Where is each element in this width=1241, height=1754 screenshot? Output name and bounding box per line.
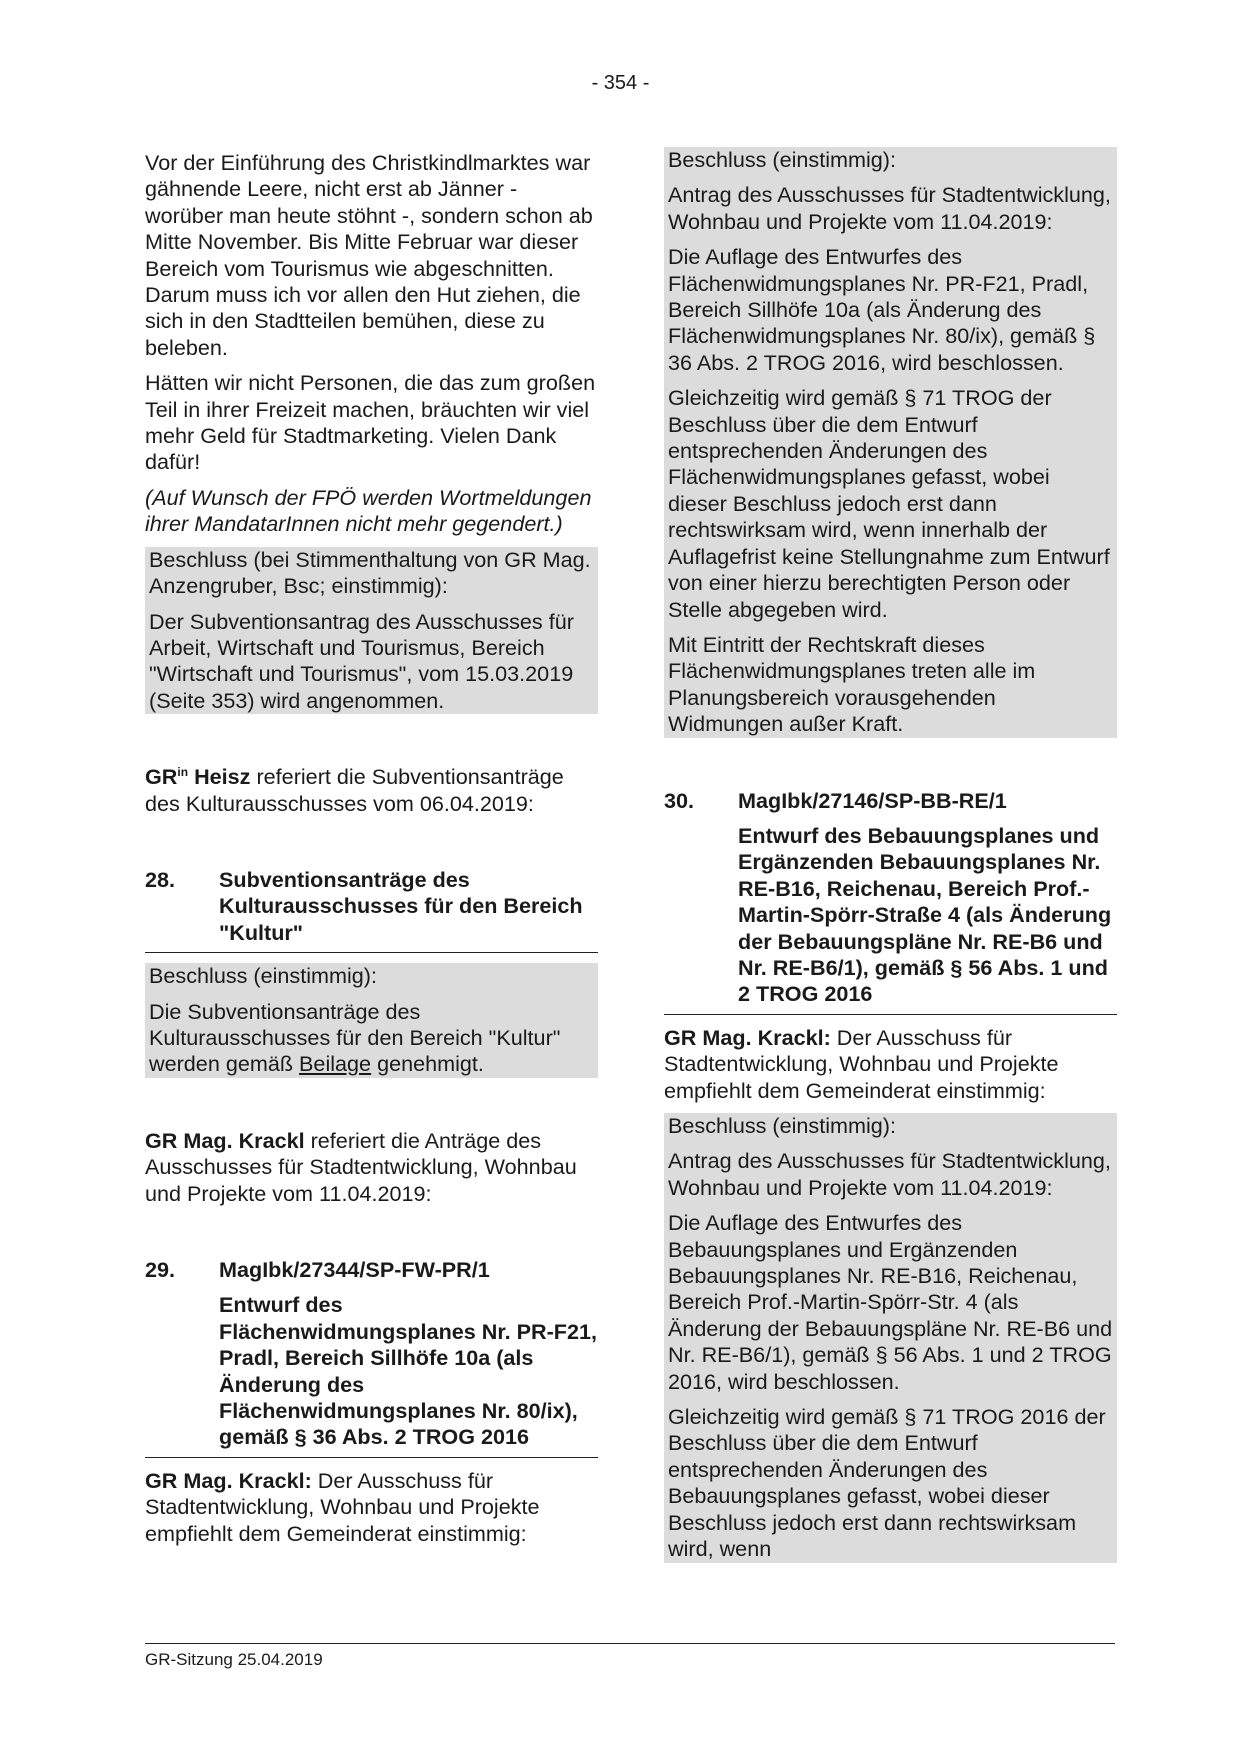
speaker-text: Der Ausschuss für Stadtentwicklung, Wohnbau und Projekte empfiehlt dem Gemeinderat einstimmig: — [145, 1467, 540, 1546]
beschluss-box — [145, 963, 598, 1078]
footer-divider — [145, 1643, 1115, 1644]
speaker-text: Der Ausschuss für Stadtentwicklung, Wohnbau und Projekte empfiehlt dem Gemeinderat einstimmig: — [664, 1024, 1059, 1103]
speaker-name: GR — [145, 764, 178, 790]
beschluss-text — [149, 999, 594, 1078]
beschluss-text: Die Auflage des Entwurfes des Bebauungsplanes und Ergänzenden Bebauungsplanes Nr. RE-B16, Reichenau, Bereich Prof.-Martin-Spörr-Str. 4 (als Änderung der Bebauungspläne Nr. RE-B6 und Nr. RE-B6/1), gemäß § 56 Abs. 1 und 2 TROG 2016, wird beschlossen. — [668, 1210, 1113, 1394]
item-number: 30. — [664, 787, 695, 813]
item-number: 28. — [145, 866, 176, 892]
speaker-paragraph — [145, 1128, 598, 1207]
left-column — [145, 150, 598, 1556]
beschluss-title: Beschluss (bei Stimmenthaltung von GR Mag. Anzengruber, Bsc; einstimmig): — [149, 546, 591, 599]
italic-note: (Auf Wunsch der FPÖ werden Wortmeldungen ihrer MandatarInnen nicht mehr gegendert.) — [145, 484, 592, 537]
beschluss-box — [145, 547, 598, 714]
beschluss-title: Beschluss (einstimmig): — [149, 963, 377, 989]
item-code: MagIbk/27344/SP-FW-PR/1 — [219, 1257, 490, 1282]
divider — [664, 1014, 1117, 1015]
item-title: Entwurf des Bebauungsplanes und Ergänzenden Bebauungsplanes Nr. RE-B16, Reichenau, Bereich Prof.-Martin-Spörr-Straße 4 (als Änderung der Bebauungspläne Nr. RE-B6 und Nr. RE-B6/1), gemäß § 56 Abs. 1 und 2 TROG 2016 — [738, 822, 1112, 1007]
speaker-name: GR Mag. Krackl — [145, 1127, 305, 1153]
speaker-name: GR Mag. Krackl: — [145, 1467, 312, 1493]
beschluss-title: Beschluss (einstimmig): — [668, 1113, 896, 1138]
beschluss-title: Beschluss (einstimmig): — [668, 147, 896, 172]
right-column — [664, 147, 1117, 1563]
item-number: 29. — [145, 1257, 176, 1282]
beschluss-text-b: genehmigt. — [377, 1051, 484, 1077]
beschluss-text: Der Subventionsantrag des Ausschusses für Arbeit, Wirtschaft und Tourismus, Bereich "Wirtschaft und Tourismus", vom 15.03.2019 (Seite 353) wird angenommen. — [149, 608, 574, 713]
item-title: Entwurf des Flächenwidmungsplanes Nr. PR-F21, Pradl, Bereich Sillhöfe 10a (als Änderung des Flächenwidmungsplanes Nr. 80/ix), gemäß § 36 Abs. 2 TROG 2016 — [219, 1292, 597, 1450]
agenda-item-28 — [145, 867, 598, 946]
speaker-paragraph — [145, 1468, 598, 1547]
beschluss-box — [664, 1113, 1117, 1563]
beschluss-text: Antrag des Ausschusses für Stadtentwicklung, Wohnbau und Projekte vom 11.04.2019: — [668, 182, 1111, 234]
paragraph: Hätten wir nicht Personen, die das zum großen Teil in ihrer Freizeit machen, bräuchten wir viel mehr Geld für Stadtmarketing. Vielen Dank dafür! — [145, 370, 596, 475]
beschluss-text-a: Die Subventionsanträge des Kulturausschusses für den Bereich "Kultur" werden gemäß — [149, 998, 561, 1077]
beschluss-text: Gleichzeitig wird gemäß § 71 TROG 2016 der Beschluss über die dem Entwurf entsprechenden Änderungen des Bebauungsplanes gefasst, wobei dieser Beschluss jedoch erst dann rechtswirksam wird, wenn — [668, 1404, 1106, 1562]
agenda-item-29 — [145, 1257, 598, 1451]
speaker-paragraph — [145, 764, 598, 817]
agenda-item-30 — [664, 788, 1117, 1008]
paragraph: Vor der Einführung des Christkindlmarktes war gähnende Leere, nicht erst ab Jänner - worüber man heute stöhnt -, sondern schon ab Mitte November. Bis Mitte Februar war dieser Bereich vom Tourismus wie abgeschnitten. Darum muss ich vor allen den Hut ziehen, die sich in den Stadtteilen bemühen, diese zu beleben. — [145, 150, 593, 360]
footer: GR-Sitzung 25.04.2019 — [145, 1650, 323, 1669]
beschluss-text: Die Auflage des Entwurfes des Flächenwidmungsplanes Nr. PR-F21, Pradl, Bereich Sillhöfe 10a (als Änderung des Flächenwidmungsplanes Nr. 80/ix), gemäß § 36 Abs. 2 TROG 2016, wird beschlossen. — [668, 244, 1096, 375]
speaker-paragraph — [664, 1025, 1117, 1104]
speaker-text: referiert die Anträge des Ausschusses für Stadtentwicklung, Wohnbau und Projekte vom 11.04.2019: — [145, 1127, 577, 1206]
beschluss-box — [664, 147, 1117, 738]
speaker-name: GR Mag. Krackl: — [664, 1024, 831, 1050]
item-title: Subventionsanträge des Kulturausschusses für den Bereich "Kultur" — [219, 866, 583, 945]
beilage-link[interactable]: Beilage — [299, 1051, 372, 1077]
speaker-sup: in — [177, 764, 189, 779]
speaker-name-2: Heisz — [194, 764, 251, 790]
beschluss-text: Antrag des Ausschusses für Stadtentwicklung, Wohnbau und Projekte vom 11.04.2019: — [668, 1148, 1111, 1200]
speaker-text: referiert die Subventionsanträge des Kulturausschusses vom 06.04.2019: — [145, 764, 564, 816]
item-code: MagIbk/27146/SP-BB-RE/1 — [738, 787, 1007, 813]
beschluss-text: Gleichzeitig wird gemäß § 71 TROG der Beschluss über die dem Entwurf entsprechenden Änderungen des Flächenwidmungsplanes gefasst, wobei dieser Beschluss jedoch erst dann rechtswirksam wird, wenn innerhalb der Auflagefrist keine Stellungnahme zum Entwurf von einer hierzu berechtigten Person oder Stelle abgegeben wird. — [668, 385, 1110, 622]
beschluss-text: Mit Eintritt der Rechtskraft dieses Flächenwidmungsplanes treten alle im Planungsbereich vorausgehenden Widmungen außer Kraft. — [668, 631, 1036, 737]
page-number: - 354 - — [591, 72, 650, 94]
divider — [145, 952, 598, 953]
divider — [145, 1457, 598, 1458]
